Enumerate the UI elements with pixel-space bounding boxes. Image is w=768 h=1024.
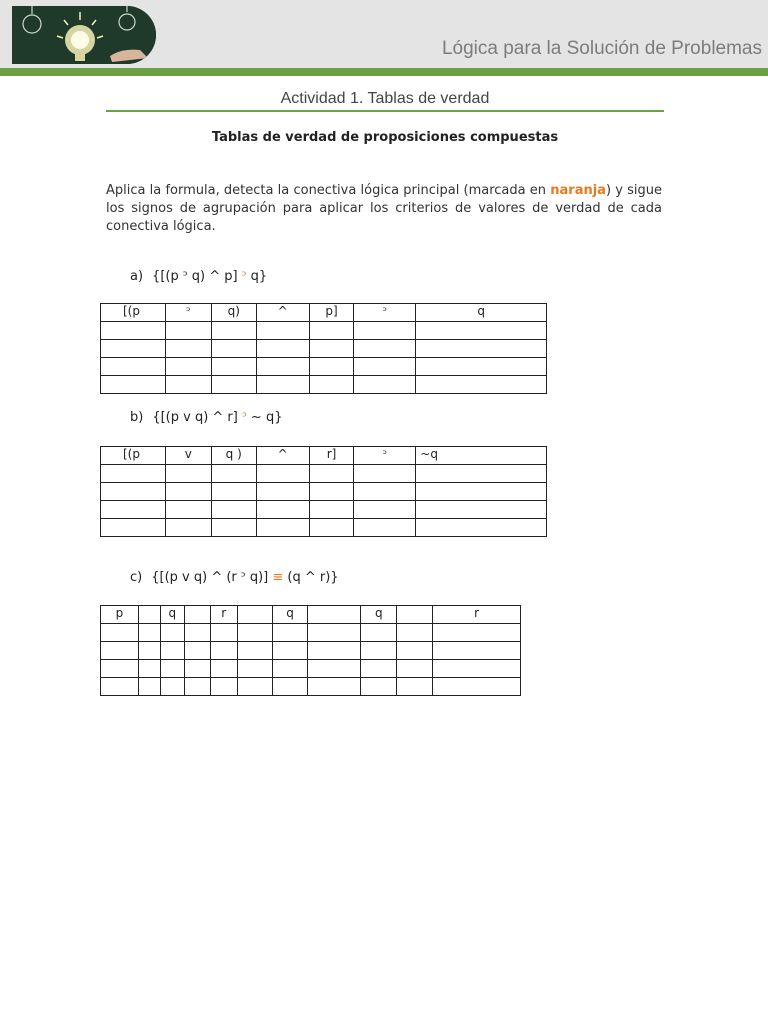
table-cell[interactable] (354, 519, 416, 537)
table-cell[interactable] (210, 660, 237, 678)
table-cell[interactable] (101, 642, 139, 660)
table-cell[interactable] (256, 501, 309, 519)
table-cell[interactable] (101, 322, 166, 340)
table-cell[interactable] (237, 642, 272, 660)
table-header-cell: q ) (211, 447, 256, 465)
table-cell[interactable] (309, 519, 354, 537)
table-cell[interactable] (101, 465, 166, 483)
table-row[interactable] (101, 660, 521, 678)
table-cell[interactable] (416, 340, 547, 358)
table-cell[interactable] (165, 376, 211, 394)
table-header-cell: r (210, 606, 237, 624)
table-header-cell: ᵓ (165, 304, 211, 322)
table-cell[interactable] (397, 660, 433, 678)
table-cell[interactable] (256, 465, 309, 483)
main-connective: ᵓ (241, 269, 247, 284)
table-header-cell (308, 606, 361, 624)
table-header-cell (397, 606, 433, 624)
table-cell[interactable] (354, 501, 416, 519)
table-cell[interactable] (138, 678, 160, 696)
table-cell[interactable] (309, 376, 354, 394)
table-cell[interactable] (361, 678, 397, 696)
table-cell[interactable] (272, 660, 308, 678)
table-cell[interactable] (354, 340, 416, 358)
table-header-row (101, 606, 521, 624)
table-cell[interactable] (309, 465, 354, 483)
table-cell[interactable] (416, 465, 547, 483)
table-cell[interactable] (309, 322, 354, 340)
table-header-cell: ^ (256, 447, 309, 465)
table-header-cell: v (165, 447, 211, 465)
table-header-cell: q) (211, 304, 256, 322)
exercise-c-formula (130, 570, 339, 585)
lightbulb-logo (12, 6, 156, 64)
table-cell[interactable] (165, 483, 211, 501)
table-row[interactable] (101, 678, 521, 696)
table-cell[interactable] (101, 358, 166, 376)
main-connective: ᵓ (241, 410, 247, 425)
exercise-b-formula (130, 410, 282, 425)
table-cell[interactable] (256, 322, 309, 340)
table-cell[interactable] (416, 519, 547, 537)
table-header-cell: ᵓ (354, 447, 416, 465)
truth-table-c (100, 605, 521, 696)
table-header-cell: q (416, 304, 547, 322)
table-cell[interactable] (272, 678, 308, 696)
instructions-text-before: Aplica la formula, detecta la conectiva lógica principal (marcada en (106, 183, 551, 198)
table-cell[interactable] (210, 624, 237, 642)
table-header-cell: ᵓ (354, 304, 416, 322)
table-cell[interactable] (308, 624, 361, 642)
table-cell[interactable] (101, 483, 166, 501)
truth-table-b (100, 446, 547, 537)
table-cell[interactable] (256, 340, 309, 358)
table-cell[interactable] (397, 642, 433, 660)
table-cell[interactable] (433, 678, 521, 696)
table-cell[interactable] (433, 624, 521, 642)
table-cell[interactable] (256, 483, 309, 501)
table-cell[interactable] (354, 322, 416, 340)
table-row[interactable] (101, 642, 521, 660)
table-cell[interactable] (160, 624, 184, 642)
table-header-cell: q (160, 606, 184, 624)
table-row[interactable] (101, 501, 547, 519)
header-accent-bar (0, 68, 768, 76)
lightbulb-icon (12, 6, 156, 64)
table-header-row (101, 447, 547, 465)
table-row[interactable] (101, 483, 547, 501)
table-cell[interactable] (354, 376, 416, 394)
table-cell[interactable] (211, 322, 256, 340)
table-header-cell (184, 606, 210, 624)
table-cell[interactable] (211, 501, 256, 519)
table-cell[interactable] (309, 483, 354, 501)
exercise-label: b) (130, 410, 144, 425)
table-cell[interactable] (309, 340, 354, 358)
table-header-cell: ^ (256, 304, 309, 322)
table-cell[interactable] (211, 519, 256, 537)
table-row[interactable] (101, 624, 521, 642)
table-cell[interactable] (184, 660, 210, 678)
page-header (0, 0, 768, 68)
table-cell[interactable] (354, 358, 416, 376)
course-title: Lógica para la Solución de Problemas (441, 38, 762, 59)
table-header-cell: [(p (101, 447, 166, 465)
table-cell[interactable] (165, 322, 211, 340)
table-cell[interactable] (397, 624, 433, 642)
table-cell[interactable] (416, 322, 547, 340)
table-cell[interactable] (354, 465, 416, 483)
table-header-cell: p] (309, 304, 354, 322)
title-divider (106, 110, 664, 112)
table-cell[interactable] (211, 465, 256, 483)
table-header-cell: r] (309, 447, 354, 465)
table-cell[interactable] (308, 678, 361, 696)
table-cell[interactable] (165, 519, 211, 537)
table-cell[interactable] (256, 376, 309, 394)
table-cell[interactable] (211, 340, 256, 358)
formula-part: q} (246, 269, 268, 284)
truth-table-a (100, 303, 547, 394)
table-cell[interactable] (272, 624, 308, 642)
table-header-cell: r (433, 606, 521, 624)
table-row[interactable] (101, 376, 547, 394)
table-cell[interactable] (397, 678, 433, 696)
formula-part: (q ^ r)} (283, 570, 339, 585)
table-cell[interactable] (361, 624, 397, 642)
formula-part: {[(p v q) ^ (r ᵓ q)] (151, 570, 273, 585)
table-cell[interactable] (101, 501, 166, 519)
table-cell[interactable] (416, 501, 547, 519)
table-cell[interactable] (354, 483, 416, 501)
formula-part: {[(p v q) ^ r] (152, 410, 242, 425)
formula-part: {[(p ᵓ q) ^ p] (152, 269, 242, 284)
instructions-paragraph (106, 182, 662, 236)
table-cell[interactable] (101, 340, 166, 358)
table-cell[interactable] (308, 660, 361, 678)
section-subtitle: Tablas de verdad de proposiciones compuestas (211, 130, 559, 145)
table-header-cell (138, 606, 160, 624)
table-cell[interactable] (165, 501, 211, 519)
table-cell[interactable] (309, 358, 354, 376)
table-cell[interactable] (101, 678, 139, 696)
table-cell[interactable] (165, 465, 211, 483)
table-cell[interactable] (308, 642, 361, 660)
table-cell[interactable] (165, 358, 211, 376)
table-cell[interactable] (416, 358, 547, 376)
table-cell[interactable] (184, 624, 210, 642)
table-cell[interactable] (237, 660, 272, 678)
table-header-row (101, 304, 547, 322)
table-row[interactable] (101, 340, 547, 358)
table-header-cell: [(p (101, 304, 166, 322)
table-cell[interactable] (160, 660, 184, 678)
table-cell[interactable] (210, 642, 237, 660)
formula-part: ~ q} (246, 410, 283, 425)
table-cell[interactable] (101, 660, 139, 678)
table-cell[interactable] (361, 660, 397, 678)
table-row[interactable] (101, 465, 547, 483)
instructions-highlight: naranja (550, 183, 606, 198)
table-cell[interactable] (272, 642, 308, 660)
table-cell[interactable] (237, 624, 272, 642)
exercise-a-formula (130, 269, 267, 284)
instructions-text-after: ) y sigue los signos de agrupación para aplicar los criterios de valores de verdad de cada conectiva lógica. (106, 183, 662, 234)
table-cell[interactable] (160, 642, 184, 660)
table-cell[interactable] (138, 624, 160, 642)
table-header-cell: q (272, 606, 308, 624)
table-cell[interactable] (256, 519, 309, 537)
table-cell[interactable] (237, 678, 272, 696)
activity-title: Actividad 1. Tablas de verdad (280, 90, 490, 107)
table-row[interactable] (101, 358, 547, 376)
table-cell[interactable] (101, 519, 166, 537)
table-cell[interactable] (165, 340, 211, 358)
table-cell[interactable] (138, 660, 160, 678)
table-row[interactable] (101, 519, 547, 537)
table-cell[interactable] (416, 376, 547, 394)
table-header-cell: q (361, 606, 397, 624)
table-header-cell (237, 606, 272, 624)
table-cell[interactable] (138, 642, 160, 660)
exercise-label: c) (130, 570, 143, 585)
table-cell[interactable] (184, 678, 210, 696)
table-cell[interactable] (361, 642, 397, 660)
main-connective: ≡ (272, 570, 284, 585)
table-cell[interactable] (101, 624, 139, 642)
table-header-cell: p (101, 606, 139, 624)
table-cell[interactable] (184, 642, 210, 660)
table-cell[interactable] (433, 660, 521, 678)
table-cell[interactable] (256, 358, 309, 376)
table-cell[interactable] (101, 376, 166, 394)
table-header-cell: ~q (416, 447, 547, 465)
table-row[interactable] (101, 322, 547, 340)
table-cell[interactable] (433, 642, 521, 660)
table-cell[interactable] (416, 483, 547, 501)
table-cell[interactable] (211, 358, 256, 376)
exercise-label: a) (130, 269, 144, 284)
table-cell[interactable] (211, 376, 256, 394)
table-cell[interactable] (211, 483, 256, 501)
table-cell[interactable] (210, 678, 237, 696)
table-cell[interactable] (160, 678, 184, 696)
table-cell[interactable] (309, 501, 354, 519)
